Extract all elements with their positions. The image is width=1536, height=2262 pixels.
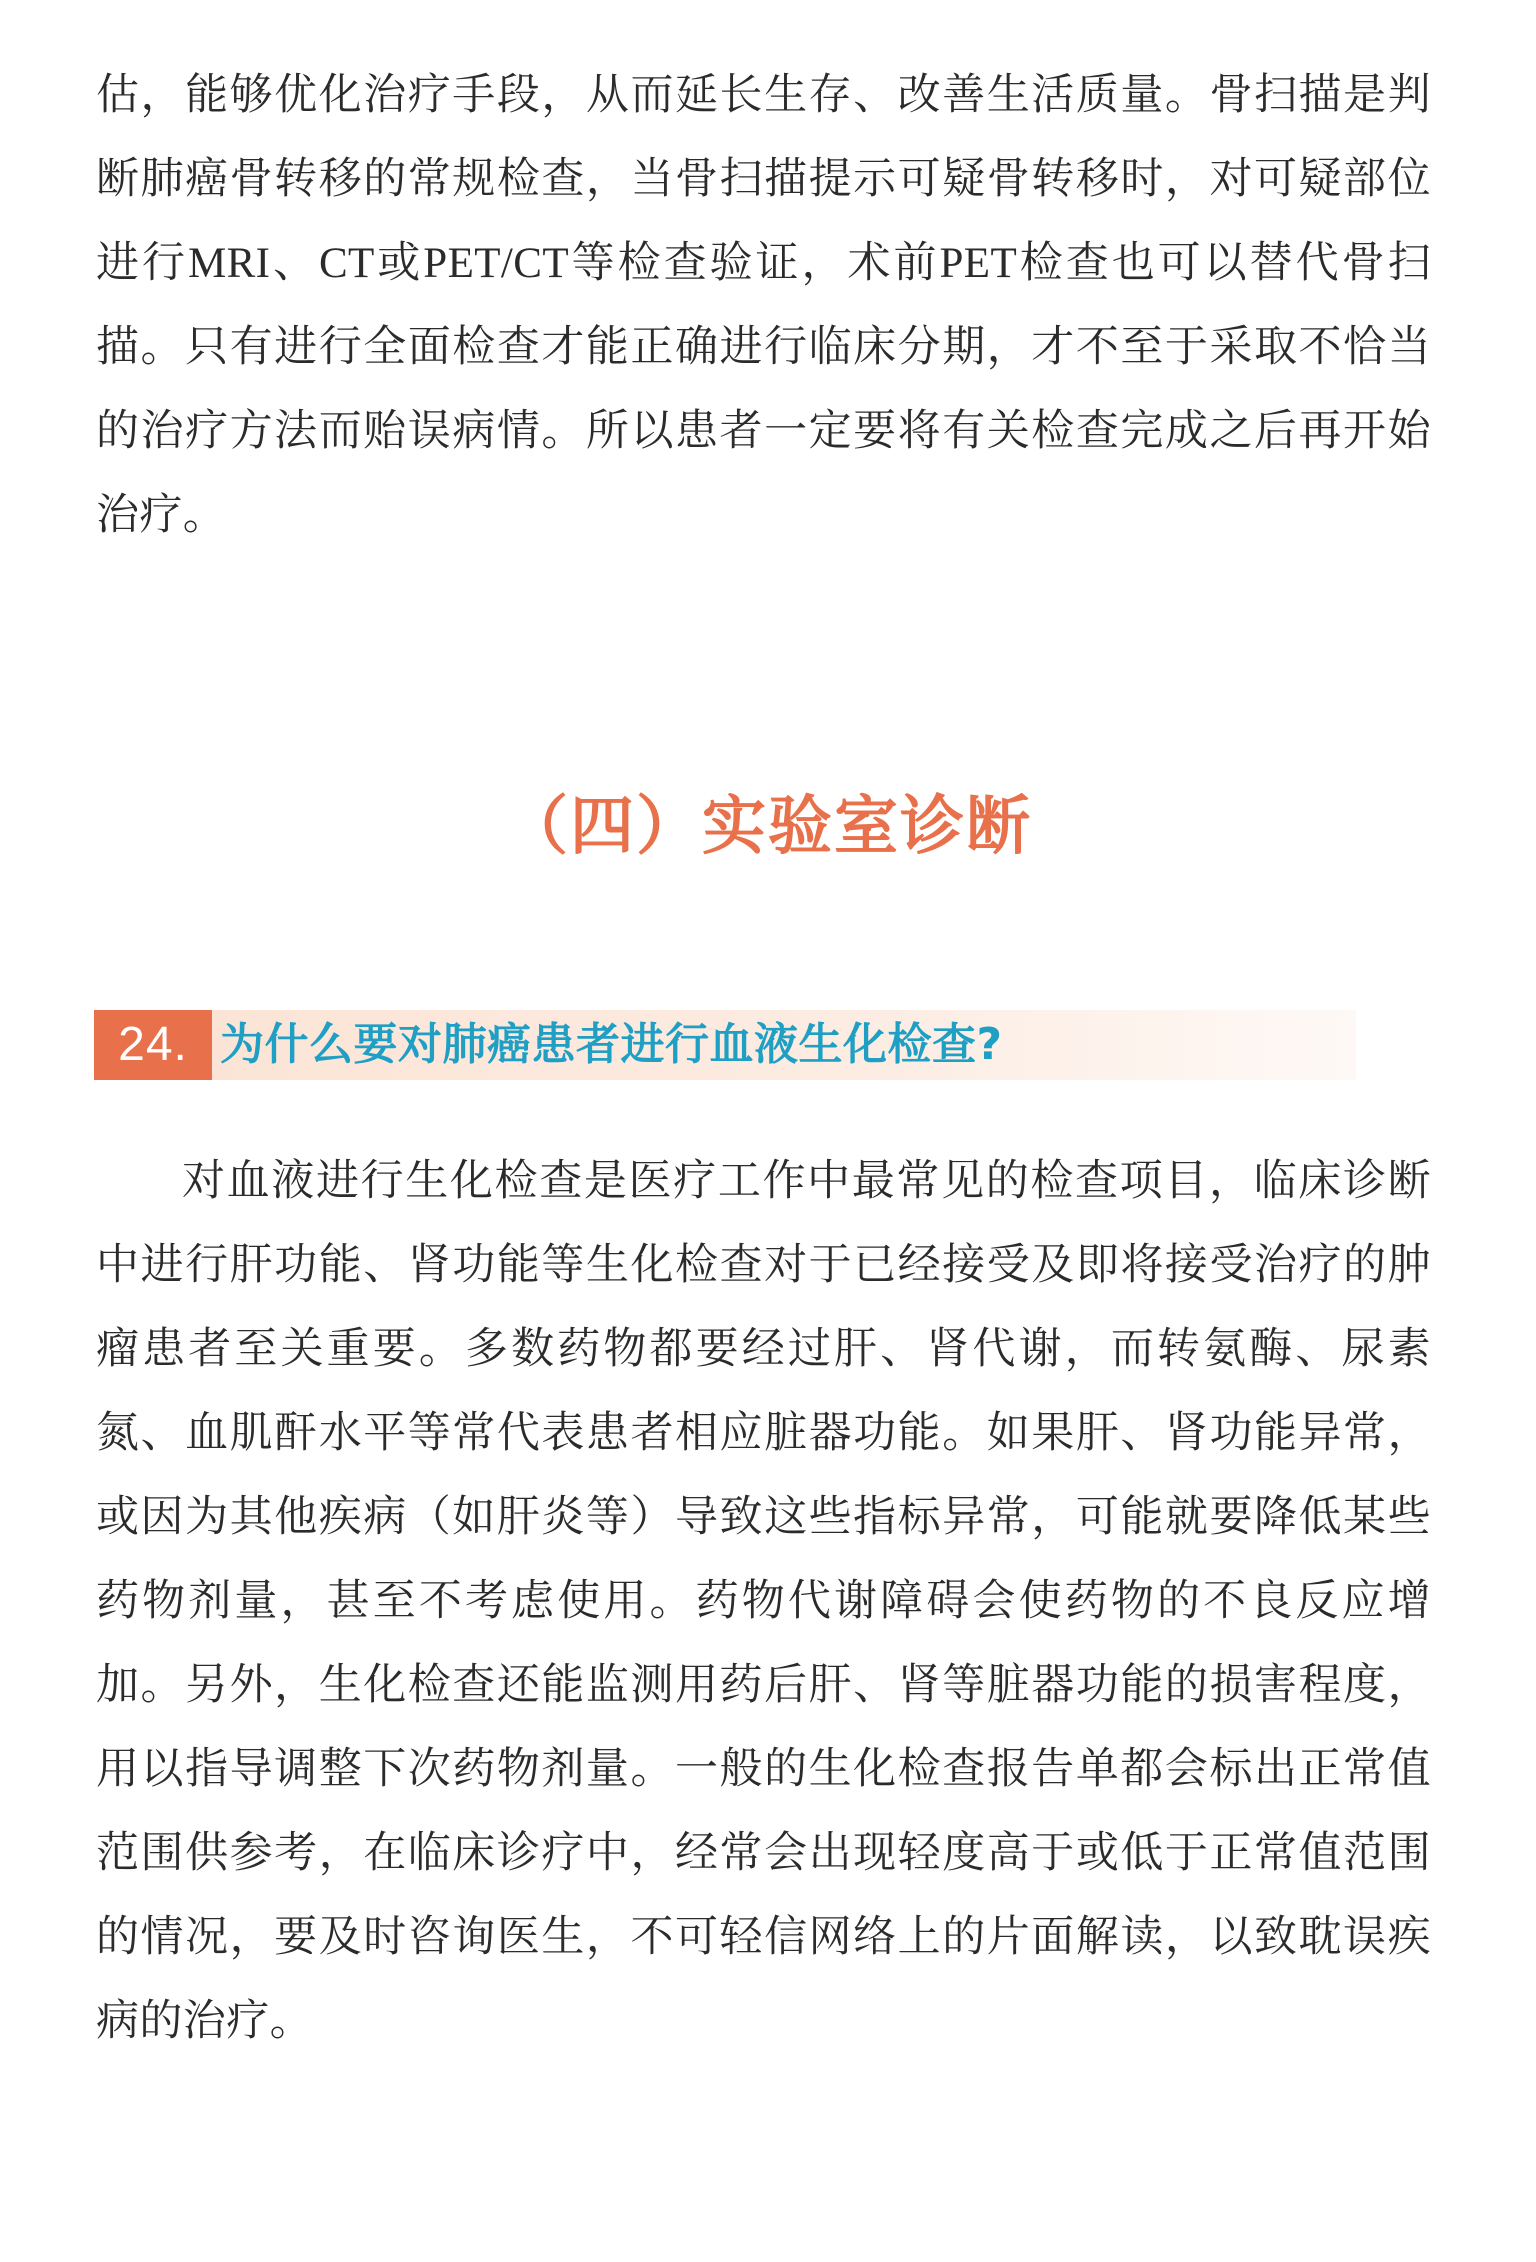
question-banner	[94, 1010, 1356, 1080]
question-title: 为什么要对肺癌患者进行血液生化检查?	[220, 1019, 1003, 1070]
question-number-badge: 24.	[94, 1010, 212, 1080]
continued-paragraph: 估，能够优化治疗手段，从而延长生存、改善生活质量。骨扫描是判断肺癌骨转移的常规检查，当骨扫描提示可疑骨转移时，对可疑部位进行MRI、CT或PET/CT等检查验证，术前PET检查也可以替代骨扫描。只有进行全面检查才能正确进行临床分期，才不至于采取不恰当的治疗方法而贻误病情。所以患者一定要将有关检查完成之后再开始治疗。	[96, 72, 1431, 539]
answer-paragraph: 对血液进行生化检查是医疗工作中最常见的检查项目，临床诊断中进行肝功能、肾功能等生化检查对于已经接受及即将接受治疗的肿瘤患者至关重要。多数药物都要经过肝、肾代谢，而转氨酶、尿素氮、血肌酐水平等常代表患者相应脏器功能。如果肝、肾功能异常，或因为其他疾病（如肝炎等）导致这些指标异常，可能就要降低某些药物剂量，甚至不考虑使用。药物代谢障碍会使药物的不良反应增加。另外，生化检查还能监测用药后肝、肾等脏器功能的损害程度，用以指导调整下次药物剂量。一般的生化检查报告单都会标出正常值范围供参考，在临床诊疗中，经常会出现轻度高于或低于正常值范围的情况，要及时咨询医生，不可轻信网络上的片面解读，以致耽误疾病的治疗。	[96, 1158, 1431, 2045]
section-title: （四）实验室诊断	[504, 790, 1032, 864]
